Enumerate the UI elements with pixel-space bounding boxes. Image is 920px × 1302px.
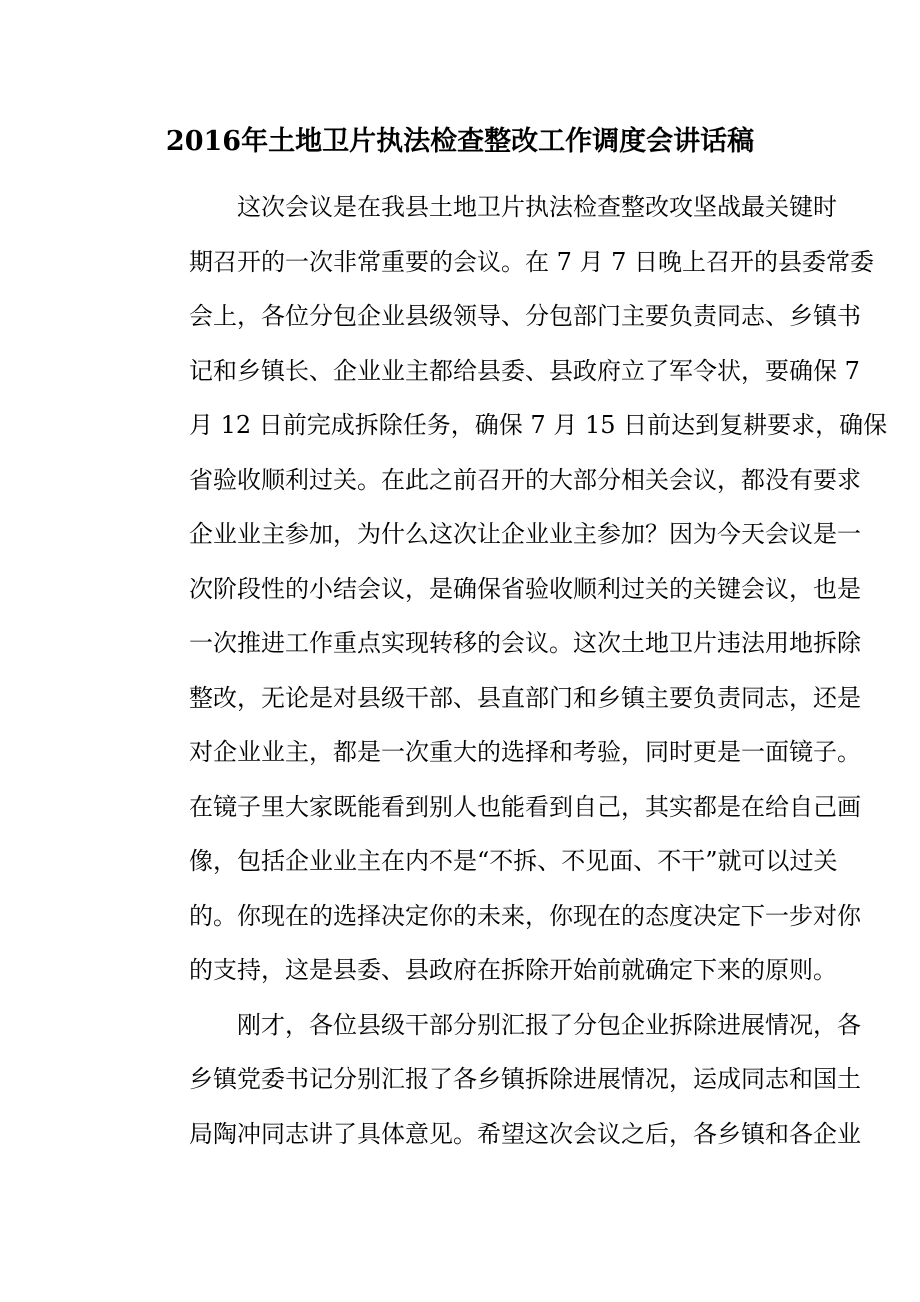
text-line: 在镜子里大家既能看到别人也能看到自己，其实都是在给自己画 (189, 792, 861, 821)
document-title: 2016年土地卫片执法检查整改工作调度会讲话稿 (165, 126, 755, 157)
text-line: 的。你现在的选择决定你的未来，你现在的态度决定下一步对你 (189, 901, 861, 930)
text-line: 对企业业主，都是一次重大的选择和考验，同时更是一面镜子。 (189, 738, 861, 766)
text-line: 会上，各位分包企业县级领导、分包部门主要负责同志、乡镇书 (189, 302, 861, 330)
text-line: 记和乡镇长、企业业主都给县委、县政府立了军令状，要确保 7 (189, 356, 860, 385)
text-line: 像，包括企业业主在内不是“不拆、不见面、不干”就可以过关 (189, 847, 838, 875)
text-line: 这次会议是在我县土地卫片执法检查整改攻坚战最关键时 (237, 193, 837, 221)
text-line: 整改，无论是对县级干部、县直部门和乡镇主要负责同志，还是 (189, 683, 861, 712)
text-line: 一次推进工作重点实现转移的会议。这次土地卫片违法用地拆除 (189, 629, 861, 657)
text-line: 刚才，各位县级干部分别汇报了分包企业拆除进展情况，各 (237, 1010, 861, 1039)
text-line: 次阶段性的小结会议，是确保省验收顺利过关的关键会议，也是 (189, 574, 861, 603)
text-line: 期召开的一次非常重要的会议。在 7 月 7 日晚上召开的县委常委 (189, 247, 875, 276)
document-body (141, 180, 888, 1161)
text-line: 的支持，这是县委、县政府在拆除开始前就确定下来的原则。 (189, 956, 837, 984)
paragraph-2 (141, 998, 861, 1162)
text-line: 省验收顺利过关。在此之前召开的大部分相关会议，都没有要求 (189, 465, 861, 494)
text-line: 乡镇党委书记分别汇报了各乡镇拆除进展情况，运成同志和国土 (189, 1065, 861, 1093)
text-line: 局陶冲同志讲了具体意见。希望这次会议之后，各乡镇和各企业 (189, 1119, 861, 1148)
paragraph-1 (141, 180, 888, 998)
text-line: 月 12 日前完成拆除任务，确保 7 月 15 日前达到复耕要求，确保 (189, 411, 888, 439)
text-line: 企业业主参加，为什么这次让企业业主参加？因为今天会议是一 (189, 520, 861, 548)
